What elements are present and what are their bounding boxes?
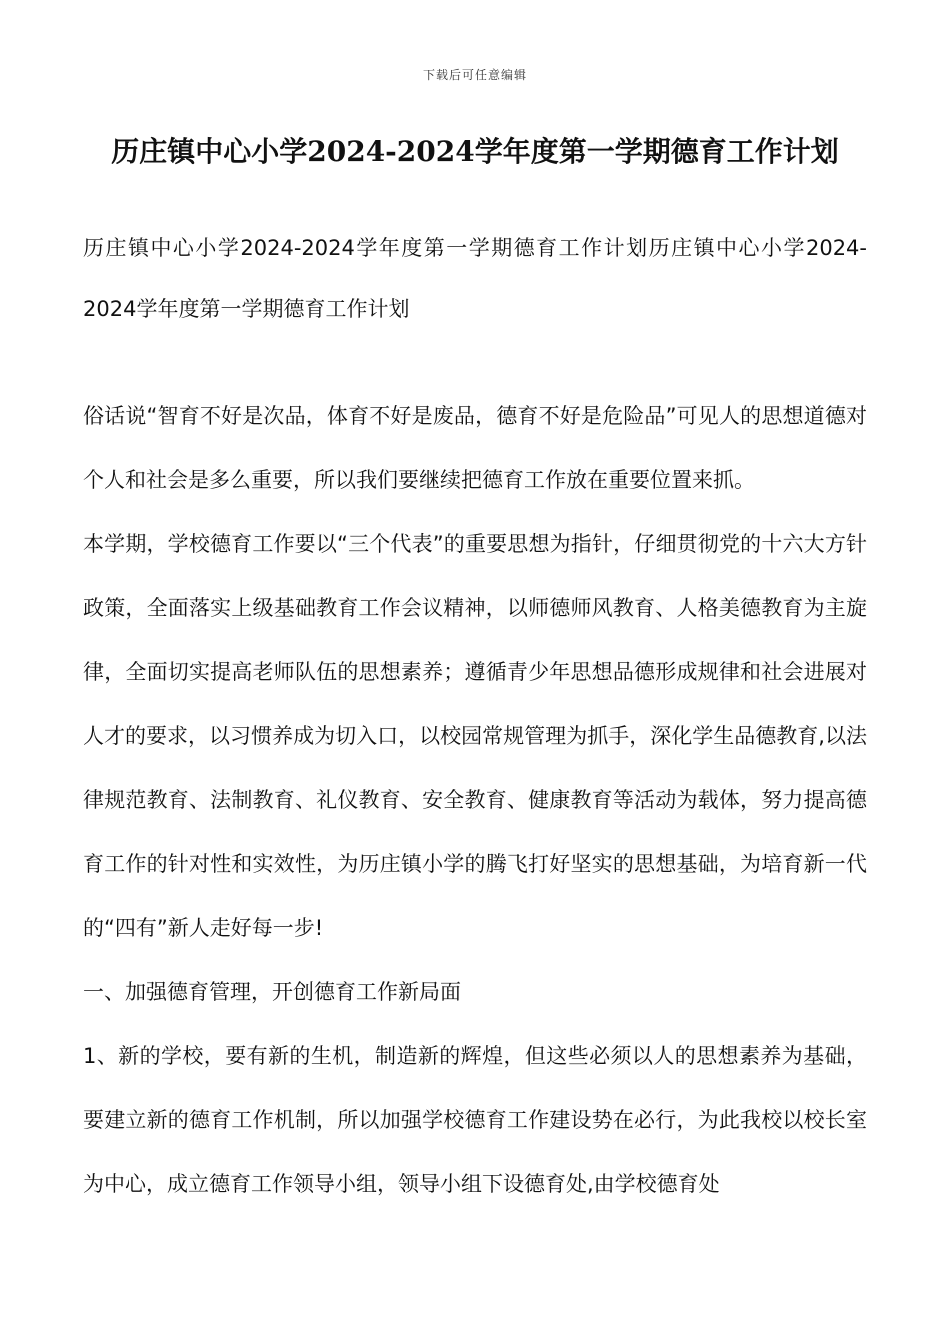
paragraph-intro-2: 本学期，学校德育工作要以“三个代表”的重要思想为指针，仔细贯彻党的十六大方针政策，全面落实上级基础教育工作会议精神，以师德师风教育、人格美德教育为主旋律，全面切实提高老师队伍的思想素养；遵循青少年思想品德形成规律和社会进展对人才的要求，以习惯养成为切入口，以校园常规管理为抓手，深化学生品德教育,以法律规范教育、法制教育、礼仪教育、安全教育、健康教育等活动为载体，努力提高德育工作的针对性和实效性，为历庄镇小学的腾飞打好坚实的思想基础，为培育新一代的“四有”新人走好每一步! [83, 532, 867, 940]
document-body [83, 384, 867, 1216]
section-heading: 一、加强德育管理，开创德育工作新局面 [83, 980, 461, 1004]
document-title: 历庄镇中心小学2024-2024学年度第一学期德育工作计划 [111, 135, 839, 168]
paragraph-item-1: 1、新的学校，要有新的生机，制造新的辉煌，但这些必须以人的思想素养为基础，要建立新的德育工作机制，所以加强学校德育工作建设势在必行，为此我校以校长室为中心，成立德育工作领导小组，领导小组下设德育处,由学校德育处 [83, 1044, 867, 1196]
paragraph-intro-1: 俗话说“智育不好是次品，体育不好是废品，德育不好是危险品”可见人的思想道德对个人和社会是多么重要，所以我们要继续把德育工作放在重要位置来抓。 [83, 404, 867, 492]
document-subtitle: 历庄镇中心小学2024-2024学年度第一学期德育工作计划历庄镇中心小学2024-2024学年度第一学期德育工作计划 [83, 236, 867, 321]
header-note: 下载后可任意编辑 [422, 68, 527, 82]
